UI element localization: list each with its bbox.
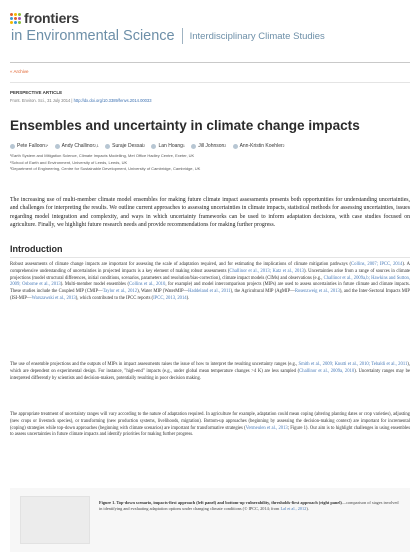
figure-thumbnail[interactable] — [20, 496, 90, 544]
author-name: Jill Johnson — [198, 143, 225, 149]
author-name: Ann-Kristin Koehler — [239, 143, 283, 149]
text: ), and the Inter-Sectoral Impacts MIP (ISI-MIP— — [10, 289, 410, 301]
author-profile-icon — [191, 144, 196, 149]
citation-link[interactable]: Challinor et al., 2013; Katz et al., 2013 — [229, 268, 304, 274]
citation-link[interactable]: Lal et al., 2012 — [280, 506, 307, 512]
logo-dot — [14, 21, 17, 24]
author[interactable] — [233, 143, 285, 149]
section-heading: Introduction — [10, 244, 63, 254]
text: —comparison of stages involved in identifying and evaluating adaptation options under changing climate conditions (© IPCC, 2014; from — [99, 500, 399, 512]
text: ). Uncertainties arise from a range of sources in climate projections (model structural differences, initial conditions, scenarios, parameters and resolution/bias-correction), climate impact models (CIMs) and observations (e.g., — [10, 268, 410, 281]
journal-section[interactable]: Interdisciplinary Climate Studies — [189, 30, 325, 42]
paragraph — [10, 362, 410, 382]
author-affiliation: 1* — [45, 144, 49, 148]
author-name: Andy Challinor — [61, 143, 95, 149]
logo-dot — [14, 17, 17, 20]
logo-dot — [18, 13, 21, 16]
abstract: The increasing use of multi-member climate model ensembles for making future climate impact assessments presents both opportunities for understanding uncertainties, and challenges for interpreting the results. We outline current approaches to assessing uncertainties in climate impacts, statistical methods for assessing uncertainties, issues regarding model integration and complexity, and ways in which uncertainty frameworks can be used to inform adaptation decisions, with case studies focused on agriculture. Finally, we highlight future research needs and provide recommendations for making further progress. — [10, 197, 410, 228]
figure-caption — [99, 500, 399, 513]
text: Robust assessments of climate change impacts are important for assessing the scale of adaptation required, and for estimating the implications of climate mitigation pathways ( — [10, 262, 352, 267]
logo-dot — [18, 17, 21, 20]
journal-name[interactable]: in Environmental Science — [11, 28, 175, 44]
text: ), Water MIP (WaterMIP— — [137, 289, 189, 294]
logo-dot — [10, 21, 13, 24]
paragraph — [10, 262, 410, 303]
divider — [10, 257, 410, 258]
doi-link[interactable]: http://dx.doi.org/10.3389/fenvs.2014.00033 — [73, 98, 152, 103]
divider — [182, 28, 183, 44]
author-affiliation: 2 — [143, 144, 146, 148]
author[interactable] — [191, 143, 226, 149]
author-affiliation: 2 — [224, 144, 227, 148]
frontiers-logo[interactable] — [10, 10, 79, 26]
journal-row — [11, 28, 325, 44]
affiliation: ³Department of Engineering, Centre for Sustainable Development, University of Cambridge, Cambridge, UK — [10, 166, 201, 171]
text: ), the Agricultural MIP (AgMIP— — [230, 289, 295, 294]
citation-link[interactable]: Collins, 2007; IPCC, 2014 — [351, 262, 403, 267]
archive-link[interactable]: « Archive — [10, 69, 29, 74]
text: ). Uncertainty ranges may be interpreted differently by scientists and decision-makers, potentially resulting in poor decision making. — [10, 368, 410, 381]
citation-link[interactable]: IPCC, 2013, 2014 — [153, 295, 187, 301]
affiliation: ¹Earth System and Mitigation Science, Climate Impacts Modelling, Met Office Hadley Centre, Exeter, UK — [10, 153, 195, 158]
publisher-name: frontiers — [24, 10, 79, 26]
citation-link[interactable]: Taylor et al., 2012 — [102, 289, 138, 294]
author-name: Suraje Dessai — [112, 143, 144, 149]
text: ). — [186, 295, 190, 301]
article-title: Ensembles and uncertainty in climate change impacts — [10, 118, 360, 133]
text: , for example) and model intercomparison projects (MIPs) are used to assess uncertainties in future climate and climate impacts. These studies include the Coupled MIP (CMIP— — [10, 282, 410, 294]
author[interactable] — [55, 143, 99, 149]
citation-link[interactable]: Warszawski et al., 2013 — [31, 295, 76, 301]
logo-dot — [14, 13, 17, 16]
citation-line — [10, 98, 151, 103]
divider — [10, 82, 410, 83]
text: ), which contributed to the IPCC reports ( — [75, 295, 154, 301]
citation-link[interactable]: Rosenzweig et al., 2013 — [294, 289, 340, 294]
author-profile-icon — [233, 144, 238, 149]
citation-link[interactable]: Collins et al., 2010 — [129, 282, 166, 288]
divider — [10, 62, 410, 63]
logo-dot — [10, 13, 13, 16]
logo-dot — [10, 17, 13, 20]
citation-link[interactable]: Haddeland et al., 2011 — [188, 289, 231, 294]
author-profile-icon — [10, 144, 15, 149]
author-name: Lan Hoang — [158, 143, 183, 149]
author[interactable] — [151, 143, 184, 149]
author-affiliation: 2,1 — [94, 144, 99, 148]
logo-dots-icon — [10, 13, 21, 24]
author-profile-icon — [55, 144, 60, 149]
citation-link[interactable]: Vermeulen et al., 2013 — [245, 425, 288, 431]
citation-link[interactable]: Challinor et al., 2009a,b; Hawkins and Sutton, 2009; Osborne et al., 2013 — [10, 275, 410, 288]
citation-link[interactable]: Challinor et al., 2009a, 2010 — [299, 368, 355, 374]
author-affiliation: 2 — [282, 144, 285, 148]
citation-link[interactable]: Smith et al., 2009; Knutti et al., 2010; Tebaldi et al., 2011 — [298, 362, 408, 367]
author-affiliation: 1 — [182, 144, 185, 148]
author-list — [10, 143, 410, 151]
author-profile-icon — [151, 144, 156, 149]
affiliation: ²School of Earth and Environment, University of Leeds, Leeds, UK — [10, 159, 128, 165]
journal-header — [0, 0, 420, 62]
author[interactable] — [105, 143, 145, 149]
author-profile-icon — [105, 144, 110, 149]
paragraph — [10, 412, 410, 439]
article-type: PERSPECTIVE ARTICLE — [10, 90, 63, 95]
figure-1 — [10, 488, 410, 552]
text: The appropriate treatment of uncertainty ranges will vary according to the nature of adaptation required. In agriculture for example, adaptation could mean coping (altering planting dates or crop varieties), adjusting (new crops or livestock species), or transforming (new production systems, livelihoods, migration). Bottom-up approaches (beginning by assessing the decision-making context) are important for incremental (coping) strategies while top-down approaches (beginning with climate scenarios) are important for transformative strategies ( — [10, 412, 410, 431]
text: The use of ensemble projections and the outputs of MIPs in impact assessments raises the issue of how to interpret the resulting uncertainty ranges (e.g., — [10, 362, 299, 367]
text: ). Multi-member model ensembles ( — [60, 282, 130, 288]
text: ). — [306, 506, 309, 512]
figure-label: Figure 1. Top-down scenario, impacts-first approach (left panel) and bottom-up vulnerability, thresholds-first approach (right panel) — [99, 500, 342, 505]
text: ), which are dependent on experimental design. For instance, "high-end" impacts (e.g., under global mean temperature changes >4 K) are less sampled ( — [10, 362, 411, 374]
affiliations — [10, 153, 410, 173]
text: ; Figure 1). Our aim is to highlight challenges in using ensembles to assess uncertainties in future climate impacts and identify priorities for making further progress. — [10, 425, 410, 438]
citation-text: Front. Environ. Sci., 31 July 2014 | — [10, 98, 74, 103]
text: ). A comprehensive understanding of uncertainties in projected impacts is a key element of making robust assessments ( — [10, 262, 410, 274]
author-name: Pete Falloon — [17, 143, 46, 149]
author[interactable] — [10, 143, 48, 149]
logo-dot — [18, 21, 21, 24]
